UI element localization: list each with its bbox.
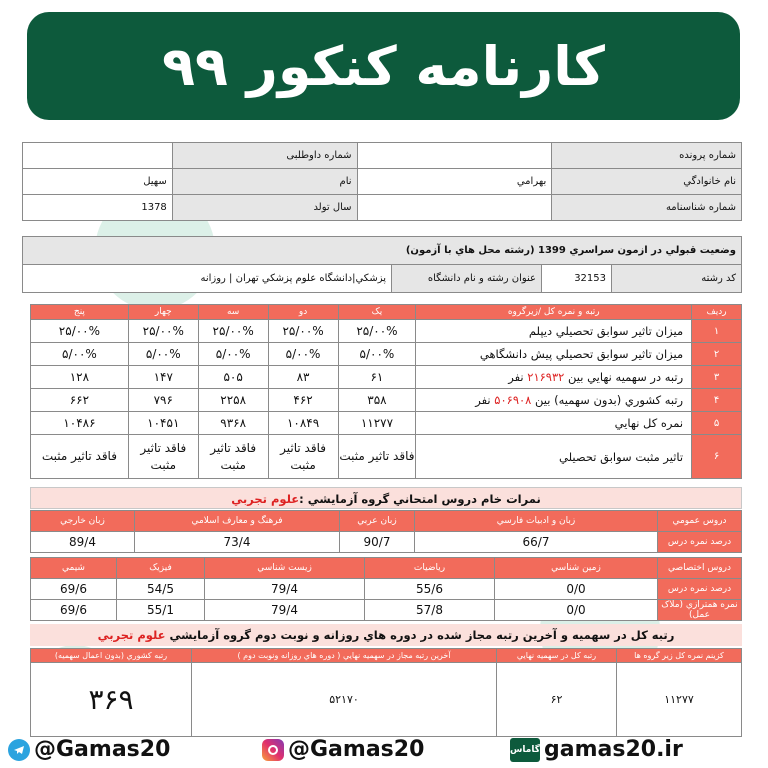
rank-header: سه <box>198 305 268 320</box>
cell: 55/6 <box>365 579 495 600</box>
rank-header: يک <box>338 305 416 320</box>
table-row <box>31 435 742 479</box>
row-index: ۵ <box>692 412 742 435</box>
cell: 73/4 <box>135 532 340 553</box>
row-index: ۱ <box>692 320 742 343</box>
cell: ۳۵۸ <box>338 389 416 412</box>
general-courses-table <box>30 510 742 553</box>
gamas-logo: گاماس <box>510 738 540 762</box>
desc-text: رتبه در سهميه نهايي بين <box>568 370 684 384</box>
cell: ۵/۰۰% <box>268 343 338 366</box>
cell: ۵/۰۰% <box>338 343 416 366</box>
website-link[interactable] <box>510 737 683 762</box>
rank-header: چهار <box>128 305 198 320</box>
final-title-group: علوم تجربي <box>97 628 166 642</box>
raw-scores-title <box>30 487 742 509</box>
rank-header: دو <box>268 305 338 320</box>
cell: فاقد تاثير مثبت <box>338 435 416 479</box>
cell: ۸۳ <box>268 366 338 389</box>
specialized-side-label: نمره همترازي (ملاک عمل) <box>658 600 742 621</box>
candidate-no-label: شماره داوطلبی <box>172 143 357 169</box>
cell: ۶۶۲ <box>31 389 129 412</box>
cell: فاقد تاثير مثبت <box>31 435 129 479</box>
cell: 69/6 <box>31 600 117 621</box>
specialized-header: رياضيات <box>365 558 495 579</box>
lastname-value: بهرامي <box>357 169 552 195</box>
cell: ۵/۰۰% <box>128 343 198 366</box>
title-banner <box>27 12 740 120</box>
candidate-no-value <box>23 143 173 169</box>
cell: ۲۵/۰۰% <box>268 320 338 343</box>
table-row <box>31 389 742 412</box>
row-desc: ميزان تاثير سوابق تحصيلي ديپلم <box>416 320 692 343</box>
final-rank-title <box>30 624 742 646</box>
cell: ۲۵/۰۰% <box>128 320 198 343</box>
general-side-header: دروس عمومي <box>658 511 742 532</box>
specialized-courses-table <box>30 557 742 621</box>
row-index: ۲ <box>692 343 742 366</box>
cell: ۵۲۱۷۰ <box>192 663 497 737</box>
footer <box>0 733 768 768</box>
cell: ۷۹۶ <box>128 389 198 412</box>
cell: فاقد تاثير مثبت <box>198 435 268 479</box>
birth-value: 1378 <box>23 195 173 221</box>
cell: 79/4 <box>205 600 365 621</box>
telegram-handle[interactable] <box>8 737 170 762</box>
cell: ۵۰۵ <box>198 366 268 389</box>
personal-info-table <box>22 142 742 221</box>
page-title: کارنامه کنکور ۹۹ <box>162 34 605 98</box>
row-desc <box>416 389 692 412</box>
id-label: شماره شناسنامه <box>552 195 742 221</box>
cell: 54/5 <box>117 579 205 600</box>
rank-header: رتبه و نمره کل /زيرگروه <box>416 305 692 320</box>
cell: ۴۶۲ <box>268 389 338 412</box>
cell: ۱۰۴۵۱ <box>128 412 198 435</box>
specialized-header: فيزيک <box>117 558 205 579</box>
cell: ۱۱۲۷۷ <box>338 412 416 435</box>
admission-heading: وضعيت قبولي در ازمون سراسري 1399 (رشته محل هاي با آزمون) <box>23 237 742 265</box>
cell: 89/4 <box>31 532 135 553</box>
cell: ۲۵/۰۰% <box>31 320 129 343</box>
final-header: رتبه کل در سهميه نهايي <box>497 649 617 663</box>
instagram-handle[interactable] <box>262 737 424 762</box>
admission-table <box>22 236 742 293</box>
specialized-header: زمين شناسي <box>495 558 658 579</box>
cell: 66/7 <box>415 532 658 553</box>
rank-header: پنج <box>31 305 129 320</box>
cell: فاقد تاثير مثبت <box>268 435 338 479</box>
cell: ۱۰۸۴۹ <box>268 412 338 435</box>
desc-count: ۵۰۶۹۰۸ <box>494 393 532 407</box>
field-code-value: 32153 <box>542 265 612 293</box>
raw-title-group: علوم تجربي <box>231 492 300 506</box>
instagram-icon <box>262 739 284 761</box>
raw-title-text: نمرات خام دروس امتحاني گروه آزمايشي : <box>299 492 541 506</box>
row-desc: نمره کل نهايي <box>416 412 692 435</box>
cell: 55/1 <box>117 600 205 621</box>
general-side-label: درصد نمره درس <box>658 532 742 553</box>
cell: 57/8 <box>365 600 495 621</box>
final-header: آخرين رتبه مجاز در سهميه نهايي ( دوره هاي روزانه ونوبت دوم ) <box>192 649 497 663</box>
cell: ۱۲۸ <box>31 366 129 389</box>
desc-unit: نفر <box>508 370 524 384</box>
lastname-label: نام خانوادگي <box>552 169 742 195</box>
rank-header: رديف <box>692 305 742 320</box>
cell: 79/4 <box>205 579 365 600</box>
general-header: زبان و ادبيات فارسي <box>415 511 658 532</box>
row-desc: تاثير مثبت سوابق تحصيلي <box>416 435 692 479</box>
table-row <box>31 366 742 389</box>
website-text: gamas20.ir <box>544 737 683 762</box>
final-header: رتبه کشوري (بدون اعمال سهميه) <box>31 649 192 663</box>
table-row <box>31 320 742 343</box>
specialized-side-label: درصد نمره درس <box>658 579 742 600</box>
final-title-text: رتبه کل در سهميه و آخرين رتبه مجاز شده در دوره هاي روزانه و نوبت دوم گروه آزمايشي <box>169 628 675 642</box>
cell: ۵/۰۰% <box>198 343 268 366</box>
row-index: ۶ <box>692 435 742 479</box>
cell: ۱۴۷ <box>128 366 198 389</box>
row-index: ۴ <box>692 389 742 412</box>
cell: ۲۵/۰۰% <box>338 320 416 343</box>
row-desc: ميزان تاثير سوابق تحصيلي پيش دانشگاهي <box>416 343 692 366</box>
cell: ۶۱ <box>338 366 416 389</box>
desc-count: ۲۱۶۹۳۲ <box>527 370 565 384</box>
cell: ۹۳۶۸ <box>198 412 268 435</box>
cell: فاقد تاثير مثبت <box>128 435 198 479</box>
row-desc <box>416 366 692 389</box>
cell: 0/0 <box>495 579 658 600</box>
table-row <box>31 343 742 366</box>
specialized-header: شيمي <box>31 558 117 579</box>
final-rank-table <box>30 648 742 737</box>
field-name-value: پزشکي|دانشگاه علوم پزشکي تهران | روزانه <box>23 265 392 293</box>
cell: ۲۲۵۸ <box>198 389 268 412</box>
name-value: سهيل <box>23 169 173 195</box>
name-label: نام <box>172 169 357 195</box>
cell: ۱۰۴۸۶ <box>31 412 129 435</box>
file-no-label: شماره پرونده <box>552 143 742 169</box>
telegram-text: @Gamas20 <box>34 737 171 762</box>
cell: 69/6 <box>31 579 117 600</box>
telegram-icon <box>8 739 30 761</box>
specialized-header: زيست شناسي <box>205 558 365 579</box>
row-index: ۳ <box>692 366 742 389</box>
national-rank-value: ۳۶۹ <box>31 663 192 737</box>
cell: ۶۲ <box>497 663 617 737</box>
field-code-label: کد رشته <box>612 265 742 293</box>
desc-text: رتبه کشوري (بدون سهميه) بين <box>535 393 684 407</box>
cell: ۵/۰۰% <box>31 343 129 366</box>
cell: 90/7 <box>340 532 415 553</box>
general-header: زبان عربي <box>340 511 415 532</box>
cell: ۱۱۲۷۷ <box>617 663 742 737</box>
id-value <box>357 195 552 221</box>
general-header: زبان خارجي <box>31 511 135 532</box>
specialized-side-header: دروس اختصاصي <box>658 558 742 579</box>
birth-label: سال تولد <box>172 195 357 221</box>
instagram-text: @Gamas20 <box>288 737 425 762</box>
table-row <box>31 412 742 435</box>
desc-unit: نفر <box>475 393 491 407</box>
general-header: فرهنگ و معارف اسلامي <box>135 511 340 532</box>
cell: 0/0 <box>495 600 658 621</box>
file-no-value <box>357 143 552 169</box>
final-header: كزينم نمره کل زير گروه ها <box>617 649 742 663</box>
rank-table <box>30 304 742 479</box>
field-name-label: عنوان رشته و نام دانشگاه <box>392 265 542 293</box>
cell: ۲۵/۰۰% <box>198 320 268 343</box>
